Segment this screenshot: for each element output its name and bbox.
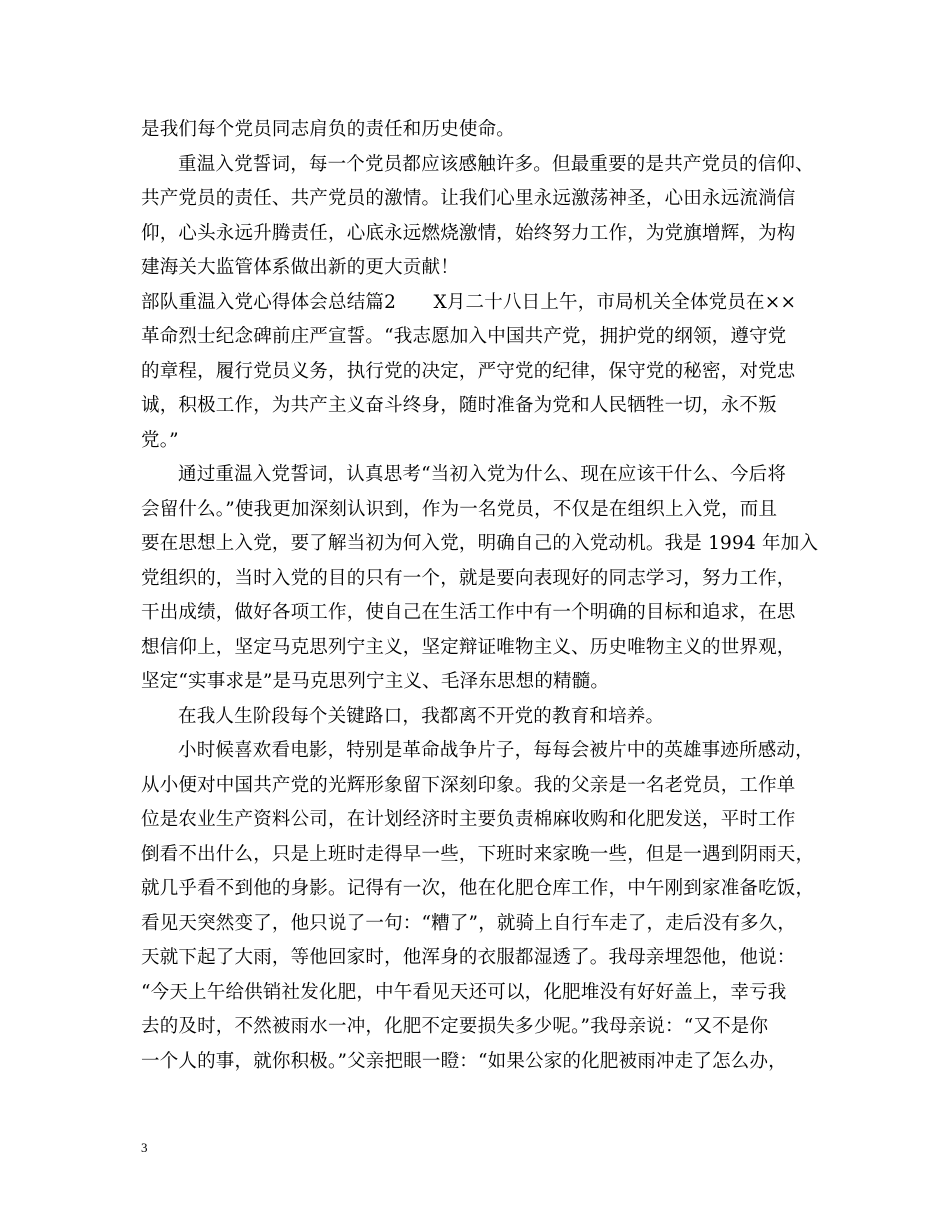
text-line: 建海关大监管体系做出新的更大贡献！: [141, 257, 459, 278]
text-line: 从小便对中国共产党的光辉形象留下深刻印象。我的父亲是一名老党员，工作单: [141, 774, 796, 796]
text-line: 共产党员的责任、共产党员的激情。让我们心里永远激荡神圣，心田永远流淌信: [141, 188, 796, 209]
text-line: 革命烈士纪念碑前庄严宣誓。“我志愿加入中国共产党，拥护党的纲领，遵守党: [141, 326, 787, 347]
text-line: “今天上午给供销社发化肥，中午看见天还可以，化肥堆没有好好盖上，幸亏我: [141, 981, 787, 1003]
section-heading-line: 部队重温入党心得体会总结篇2 X月二十八日上午，市局机关全体党员在××: [141, 291, 797, 313]
text-line: 通过重温入党誓词，认真思考“当初入党为什么、现在应该干什么、今后将: [178, 464, 787, 485]
text-line: 倒看不出什么，只是上班时走得早一些，下班时来家晚一些，但是一遇到阴雨天，: [141, 843, 815, 865]
text-line: 干出成绩，做好各项工作，使自己在生活工作中有一个明确的目标和追求，在思: [141, 602, 796, 623]
document-body: [141, 113, 819, 1079]
text-line: 看见天突然变了，他只说了一句：“糟了”，就骑上自行车走了，走后没有多久，: [141, 912, 797, 934]
text-line: 天就下起了大雨，等他回家时，他浑身的衣服都湿透了。我母亲埋怨他，他说：: [141, 947, 796, 968]
text-line: 是我们每个党员同志肩负的责任和历史使命。: [141, 119, 516, 140]
text-line: 会留什么。”使我更加深刻认识到，作为一名党员，不仅是在组织上入党，而且: [141, 498, 778, 520]
text-line: 一个人的事，就你积极。”父亲把眼一瞪：“如果公家的化肥被雨冲走了怎么办，: [141, 1050, 787, 1072]
text-line: 在我人生阶段每个关键路口，我都离不开党的教育和培养。: [178, 705, 665, 727]
text-line: 位是农业生产资料公司，在计划经济时主要负责棉麻收购和化肥发送，平时工作: [141, 809, 796, 830]
text-line: 党组织的，当时入党的目的只有一个，就是要向表现好的同志学习，努力工作，: [141, 567, 796, 589]
text-line: 重温入党誓词，每一个党员都应该感触许多。但最重要的是共产党员的信仰、: [178, 153, 814, 175]
text-line: 党。”: [141, 429, 179, 451]
text-line: 想信仰上，坚定马克思列宁主义，坚定辩证唯物主义、历史唯物主义的世界观，: [141, 636, 796, 658]
text-line: 诚，积极工作，为共产主义奋斗终身，随时准备为党和人民牺牲一切，永不叛: [141, 395, 777, 416]
page-number: 3: [141, 1140, 148, 1155]
text-line: 就几乎看不到他的身影。记得有一次，他在化肥仓库工作，中午刚到家准备吃饭，: [141, 878, 815, 899]
text-line: 小时候喜欢看电影，特别是革命战争片子，每每会被片中的英雄事迹所感动，: [178, 740, 814, 761]
text-line: 去的及时，不然被雨水一冲，化肥不定要损失多少呢。”我母亲说：“又不是你: [141, 1016, 769, 1037]
text-line: 仰，心头永远升腾责任，心底永远燃烧激情，始终努力工作，为党旗增辉，为构: [141, 222, 796, 244]
text-line: 的章程，履行党员义务，执行党的决定，严守党的纪律，保守党的秘密，对党忠: [141, 360, 796, 382]
text-line: 坚定“实事求是”是马克思列宁主义、毛泽东思想的精髓。: [141, 671, 610, 692]
text-line: 要在思想上入党，要了解当初为何入党，明确自己的入党动机。我是 1994 年加入: [141, 533, 819, 554]
